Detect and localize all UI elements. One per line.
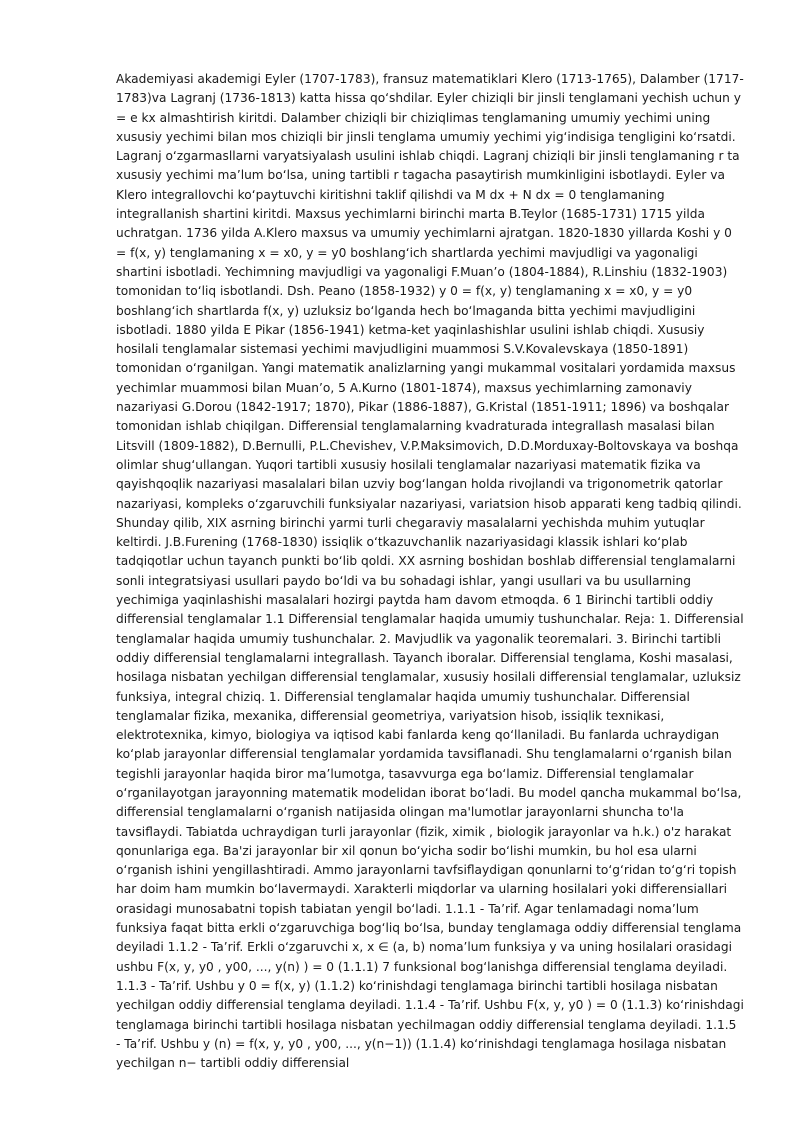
document-page	[116, 70, 744, 1080]
body-paragraph: Akademiyasi akademigi Eyler (1707-1783), fransuz matematiklari Klero (1713-1765), Dalamber (1717-1783)va Lagranj (1736-1813) katta hissa qo‘shdilar. Eyler chiziqli bir jinsli tenglamani yechish uchun y = e kx almashtirish kiritdi. Dalamber chiziqli bir chiziqlimas tenglamaning umumiy yechimi uning xususiy yechimi bilan mos chiziqli bir jinsli tenglama umumiy yechimi yig‘indisiga tengligini ko‘rsatdi. Lagranj o‘zgarmasllarni varyatsiyalash usulini ishlab chiqdi. Lagranj chiziqli bir jinsli tenglamaning r ta xususiy yechimi ma’lum bo‘lsa, uning tartibli r tagacha pasaytirish mumkinligini isbotlaydi. Eyler va Klero integrallovchi ko‘paytuvchi kiritishni taklif qilishdi va M dx + N dx = 0 tenglamaning integrallanish shartini kiritdi. Maxsus yechimlarni birinchi marta B.Teylor (1685-1731) 1715 yilda uchratgan. 1736 yilda A.Klero maxsus va umumiy yechimlarni ajratgan. 1820-1830 yillarda Koshi y 0 = f(x, y) tenglamaning x = x0, y = y0 boshlang‘ich shartlarda yechimi mavjudligi va yagonaligi shartini isbotladi. Yechimning mavjudligi va yagonaligi F.Muan’o (1804-1884), R.Linshiu (1832-1903) tomonidan to‘liq isbotlandi. Dsh. Peano (1858-1932) y 0 = f(x, y) tenglamaning x = x0, y = y0 boshlang‘ich shartlarda f(x, y) uzluksiz bo‘lganda hech bo‘lmaganda bitta yechimi mavjudligini isbotladi. 1880 yilda E Pikar (1856-1941) ketma-ket yaqinlashishlar usulini ishlab chiqdi. Xususiy hosilali tenglamalar sistemasi yechimi mavjudligini muammosi S.V.Kovalevskaya (1850-1891) tomonidan o‘rganilgan. Yangi matematik analizlarning yangi mukammal vositalari yordamida maxsus yechimlar muammosi bilan Muan’o, 5 A.Kurno (1801-1874), maxsus yechimlarning zamonaviy nazariyasi G.Dorou (1842-1917; 1870), Pikar (1886-1887), G.Kristal (1851-1911; 1896) va boshqalar tomonidan ishlab chiqilgan. Differensial tenglamalarning kvadraturada integrallash masalasi bilan Litsvill (1809-1882), D.Bernulli, P.L.Chevishev, V.P.Maksimovich, D.D.Morduxay-Boltovskaya va boshqa olimlar shug‘ullangan. Yuqori tartibli xususiy hosilali tenglamalar nazariyasi matematik fizika va qayishqoqlik nazariyasi masalalari bilan uzviy bog‘langan holda rivojlandi va trigonometrik qatorlar nazariyasi, kompleks o‘zgaruvchili funksiyalar nazariyasi, variatsion hisob apparati keng tadbiq qilindi. Shunday qilib, XIX asrning birinchi yarmi turli chegaraviy masalalarni yechishda muhim yutuqlar keltirdi. J.B.Furening (1768-1830) issiqlik o‘tkazuvchanlik nazariyasidagi klassik ishlari ko‘plab tadqiqotlar uchun tayanch punkti bo‘lib qoldi. XX asrning boshidan boshlab differensial tenglamalarni sonli integratsiyasi usullari paydo bo‘ldi va bu sohadagi ishlar, yangi usullari va bu usullarning yechimiga yaqinlashishi masalalari hozirgi paytda ham davom etmoqda. 6 1 Birinchi tartibli oddiy differensial tenglamalar 1.1 Differensial tenglamalar haqida umumiy tushunchalar. Reja: 1. Differensial tenglamalar haqida umumiy tushunchalar. 2. Mavjudlik va yagonalik teoremalari. 3. Birinchi tartibli oddiy differensial tenglamalarni integrallash. Tayanch iboralar. Differensial tenglama, Koshi masalasi, hosilaga nisbatan yechilgan differensial tenglamalar, xususiy hosilali differensial tenglamalar, uzluksiz funksiya, integral chiziq. 1. Differensial tenglamalar haqida umumiy tushunchalar. Differensial tenglamalar fizika, mexanika, differensial geometriya, variyatsion hisob, issiqlik texnikasi, elektrotexnika, kimyo, biologiya va iqtisod kabi fanlarda keng qo‘llaniladi. Bu fanlarda uchraydigan ko‘plab jarayonlar differensial tenglamalar yordamida tavsiflanadi. Shu tenglamalarni o‘rganish bilan tegishli jarayonlar haqida biror ma’lumotga, tasavvurga ega bo‘lamiz. Differensial tenglamalar o‘rganilayotgan jarayonning matematik modelidan iborat bo‘ladi. Bu model qancha mukammal bo‘lsa, differensial tenglamalarni o‘rganish natijasida olingan ma'lumotlar jarayonlarni shuncha to'la tavsiflaydi. Tabiatda uchraydigan turli jarayonlar (fizik, ximik , biologik jarayonlar va h.k.) o'z harakat qonunlariga ega. Ba'zi jarayonlar bir xil qonun bo‘yicha sodir bo‘lishi mumkin, bu hol esa ularni o‘rganish ishini yengillashtiradi. Ammo jarayonlarni tavfsiflaydigan qonunlarni to‘g‘ridan to‘g‘ri topish har doim ham mumkin bo‘lavermaydi. Xarakterli miqdorlar va ularning hosilalari yoki differensiallari orasidagi munosabatni topish tabiatan yengil bo‘ladi. 1.1.1 - Ta’rif. Agar tenlamadagi noma’lum funksiya faqat bitta erkli o‘zgaruvchiga bog‘liq bo‘lsa, bunday tenglamaga oddiy differensial tenglama deyiladi 1.1.2 - Ta’rif. Erkli o‘zgaruvchi x, x ∈ (a, b) noma’lum funksiya y va uning hosilalari orasidagi ushbu F(x, y, y0 , y00, ..., y(n) ) = 0 (1.1.1) 7 funksional bog‘lanishga differensial tenglama deyiladi. 1.1.3 - Ta’rif. Ushbu y 0 = f(x, y) (1.1.2) ko‘rinishdagi tenglamaga birinchi tartibli hosilaga nisbatan yechilgan oddiy differensial tenglama deyiladi. 1.1.4 - Ta’rif. Ushbu F(x, y, y0 ) = 0 (1.1.3) ko‘rinishdagi tenglamaga birinchi tartibli hosilaga nisbatan yechilmagan oddiy differensial tenglama deyiladi. 1.1.5 - Ta’rif. Ushbu y (n) = f(x, y, y0 , y00, ..., y(n−1)) (1.1.4) ko‘rinishdagi tenglamaga hosilaga nisbatan yechilgan n− tartibli oddiy differensial	[116, 72, 744, 1071]
